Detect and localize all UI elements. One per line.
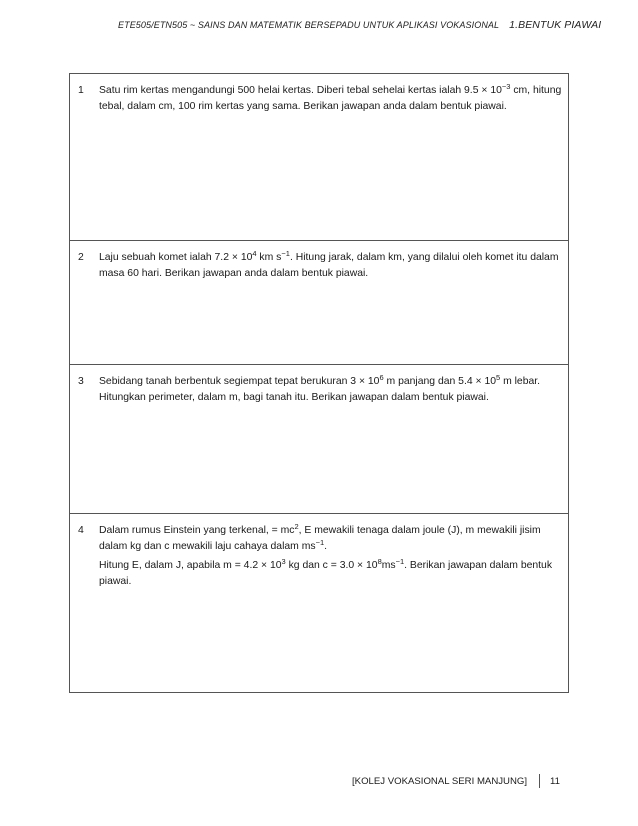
question-number: 2 [70,241,100,365]
question-row-2 [70,241,569,365]
course-title: ETE505/ETN505 ~ SAINS DAN MATEMATIK BERSEPADU UNTUK APLIKASI VOKASIONAL [118,20,500,30]
question-text: Satu rim kertas mengandungi 500 helai kertas. Diberi tebal sehelai kertas ialah $9.5 \times 10^{-3}$ cm, hitung tebal, dalam cm, 100 rim kertas yang sama. Berikan jawapan anda dalam bentuk piawai. [99,74,569,241]
footer-divider [539,774,540,788]
question-row-4 [70,514,569,693]
question-number: 1 [70,74,100,241]
page-header [118,19,601,31]
question-row-3 [70,365,569,514]
college-name: [KOLEJ VOKASIONAL SERI MANJUNG] [352,775,528,787]
page-footer [352,774,560,788]
question-text: Dalam rumus Einstein yang terkenal, = $mc^2$, E mewakili tenaga dalam joule (J), m mewakili jisim dalam kg dan c mewakili laju cahaya dalam $ms^{-1}$. Hitung E, dalam J, apabila $m = 4.2 \times 10^3$ kg dan $c = 3.0 \times 10^8ms^{-1}$. Berikan jawapan dalam bentuk piawai. [99,514,569,693]
page-number: 11 [550,775,561,787]
question-row-1 [70,74,569,241]
section-title: 1.BENTUK PIAWAI [509,19,602,31]
question-number: 3 [70,365,100,514]
question-text: Laju sebuah komet ialah $7.2 \times 10^4$ km $s^{-1}$. Hitung jarak, dalam km, yang dilalui oleh komet itu dalam masa 60 hari. Berikan jawapan anda dalam bentuk piawai. [99,241,569,365]
question-text: Sebidang tanah berbentuk segiempat tepat berukuran $3 \times 10^6$ m panjang dan $5.4 \times 10^5$ m lebar. Hitungkan perimeter, dalam m, bagi tanah itu. Berikan jawapan dalam bentuk piawai. [99,365,569,514]
question-number: 4 [70,514,100,693]
question-table [69,73,569,693]
